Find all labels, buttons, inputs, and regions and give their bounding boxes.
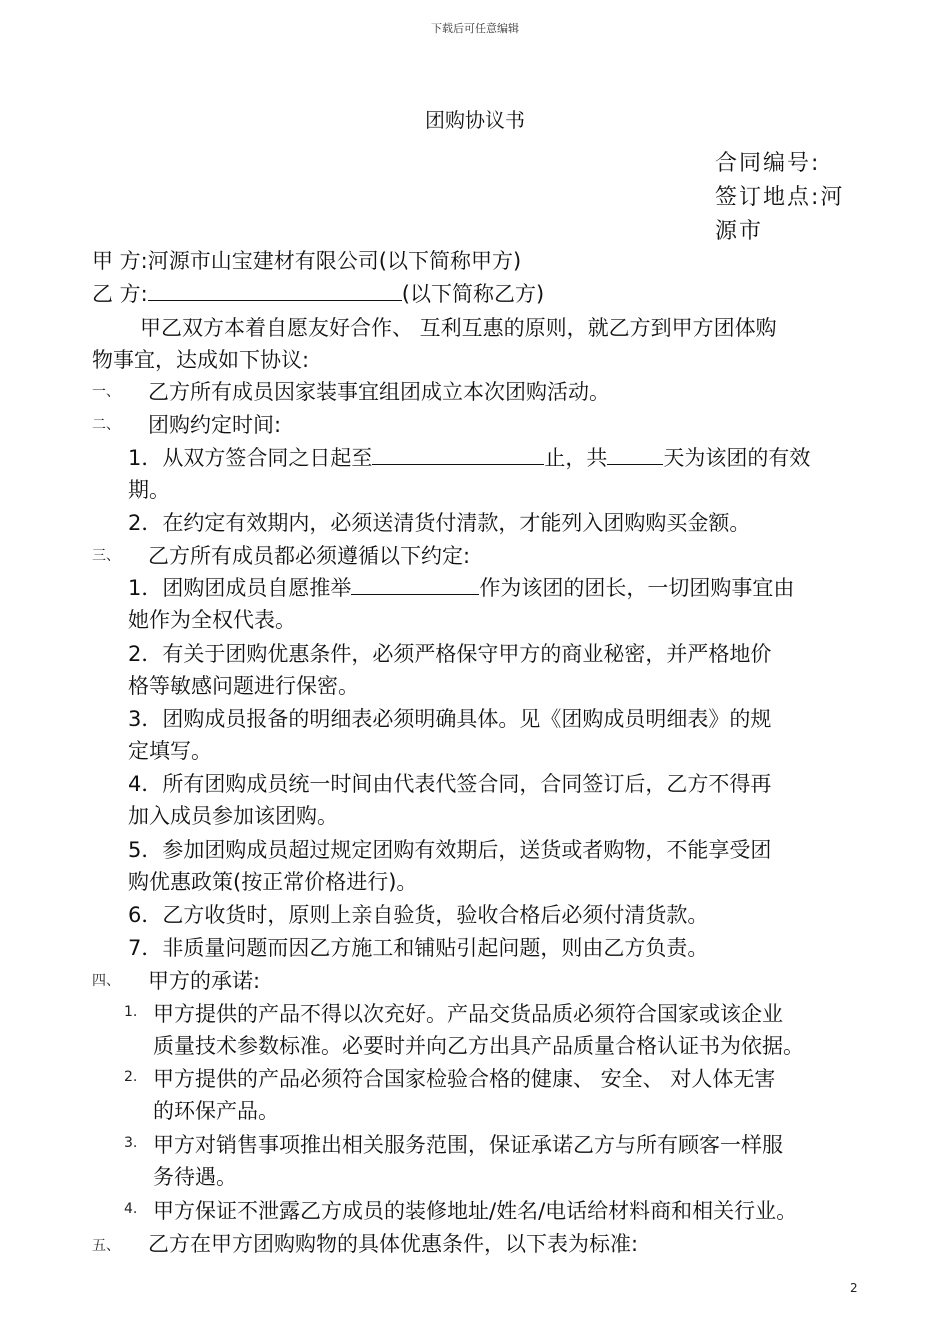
section-3-item-4: 4．所有团购成员统一时间由代表代签合同，合同签订后，乙方不得再 xyxy=(128,772,772,796)
section-3-item-4-cont: 加入成员参加该团购。 xyxy=(128,804,338,828)
header-note: 下载后可任意编辑 xyxy=(431,22,519,35)
s4-item-2-line2: 的环保产品。 xyxy=(153,1099,279,1123)
section-3-marker: 三、 xyxy=(92,548,120,564)
s2-i1-days-blank xyxy=(607,444,663,465)
s4-item-3-line1: 甲方对销售事项推出相关服务范围，保证承诺乙方与所有顾客一样服 xyxy=(153,1133,783,1157)
section-4-text: 甲方的承诺: xyxy=(148,969,261,993)
s2-i1-part-c: 天为该团的有效 xyxy=(663,446,811,470)
party-b-blank xyxy=(148,280,402,301)
section-2-item-1 xyxy=(128,442,810,472)
s2-i1-part-b: 止，共 xyxy=(544,446,608,470)
section-3-item-3: 3．团购成员报备的明细表必须明确具体。见《团购成员明细表》的规 xyxy=(128,707,772,731)
section-2-marker: 二、 xyxy=(92,417,120,433)
contract-number-label: 合同编号: xyxy=(715,151,821,176)
s4-item-3-line2: 务待遇。 xyxy=(153,1165,237,1189)
party-a: 甲 方:河源市山宝建材有限公司(以下简称甲方) xyxy=(92,249,522,273)
section-2-item-2: 2．在约定有效期内，必须送清货付清款，才能列入团购购买金额。 xyxy=(128,511,751,535)
s4-item-4-num: 4. xyxy=(124,1201,138,1217)
section-2-text: 团购约定时间: xyxy=(148,413,282,437)
s4-item-1-line2: 质量技术参数标准。必要时并向乙方出具产品质量合格认证书为依据。 xyxy=(153,1034,804,1058)
section-3-item-1-cont: 她作为全权代表。 xyxy=(128,608,296,632)
s3-i1-leader-blank xyxy=(351,574,479,595)
intro-line1: 甲乙双方本着自愿友好合作、 互利互惠的原则，就乙方到甲方团体购 xyxy=(140,316,777,340)
s3-i1-part-a: 1．团购团成员自愿推举 xyxy=(128,576,352,600)
s4-item-2-line1: 甲方提供的产品必须符合国家检验合格的健康、 安全、 对人体无害 xyxy=(153,1067,776,1091)
signing-place-line2: 源市 xyxy=(715,219,764,244)
document-title: 团购协议书 xyxy=(425,108,525,132)
section-3-text: 乙方所有成员都必须遵循以下约定: xyxy=(148,544,471,568)
s2-i1-part-a: 1．从双方签合同之日起至 xyxy=(128,446,373,470)
party-b xyxy=(92,278,544,308)
intro-line2: 物事宜，达成如下协议: xyxy=(92,348,310,372)
s4-item-3-num: 3. xyxy=(124,1135,138,1151)
s4-item-2-num: 2. xyxy=(124,1069,138,1085)
section-5-text: 乙方在甲方团购购物的具体优惠条件，以下表为标准: xyxy=(148,1232,639,1256)
s4-item-4-line1: 甲方保证不泄露乙方成员的装修地址/姓名/电话给材料商和相关行业。 xyxy=(153,1199,798,1223)
party-b-suffix: (以下简称乙方) xyxy=(401,282,545,306)
section-4-marker: 四、 xyxy=(92,973,120,989)
section-3-item-2: 2．有关于团购优惠条件，必须严格保守甲方的商业秘密，并严格地价 xyxy=(128,642,772,666)
signing-place-line1: 签订地点:河 xyxy=(715,185,845,210)
s3-i1-part-b: 作为该团的团长，一切团购事宜由 xyxy=(479,576,795,600)
section-2-item-1-cont: 期。 xyxy=(128,478,170,502)
s2-i1-date-blank xyxy=(372,444,544,465)
page-number: 2 xyxy=(850,1281,858,1295)
section-1-marker: 一、 xyxy=(92,384,120,400)
section-3-item-5-cont: 购优惠政策(按正常价格进行)。 xyxy=(128,870,418,894)
section-3-item-1 xyxy=(128,572,794,602)
section-3-item-3-cont: 定填写。 xyxy=(128,739,212,763)
section-3-item-7: 7．非质量问题而因乙方施工和铺贴引起问题，则由乙方负责。 xyxy=(128,936,709,960)
section-3-item-2-cont: 格等敏感问题进行保密。 xyxy=(128,674,359,698)
section-1-text: 乙方所有成员因家装事宜组团成立本次团购活动。 xyxy=(148,380,610,404)
section-3-item-5: 5．参加团购成员超过规定团购有效期后，送货或者购物，不能享受团 xyxy=(128,838,772,862)
party-b-prefix: 乙 方: xyxy=(92,282,148,306)
s4-item-1-line1: 甲方提供的产品不得以次充好。产品交货品质必须符合国家或该企业 xyxy=(153,1002,783,1026)
section-3-item-6: 6．乙方收货时，原则上亲自验货，验收合格后必须付清货款。 xyxy=(128,903,709,927)
section-5-marker: 五、 xyxy=(92,1238,120,1254)
s4-item-1-num: 1. xyxy=(124,1004,138,1020)
